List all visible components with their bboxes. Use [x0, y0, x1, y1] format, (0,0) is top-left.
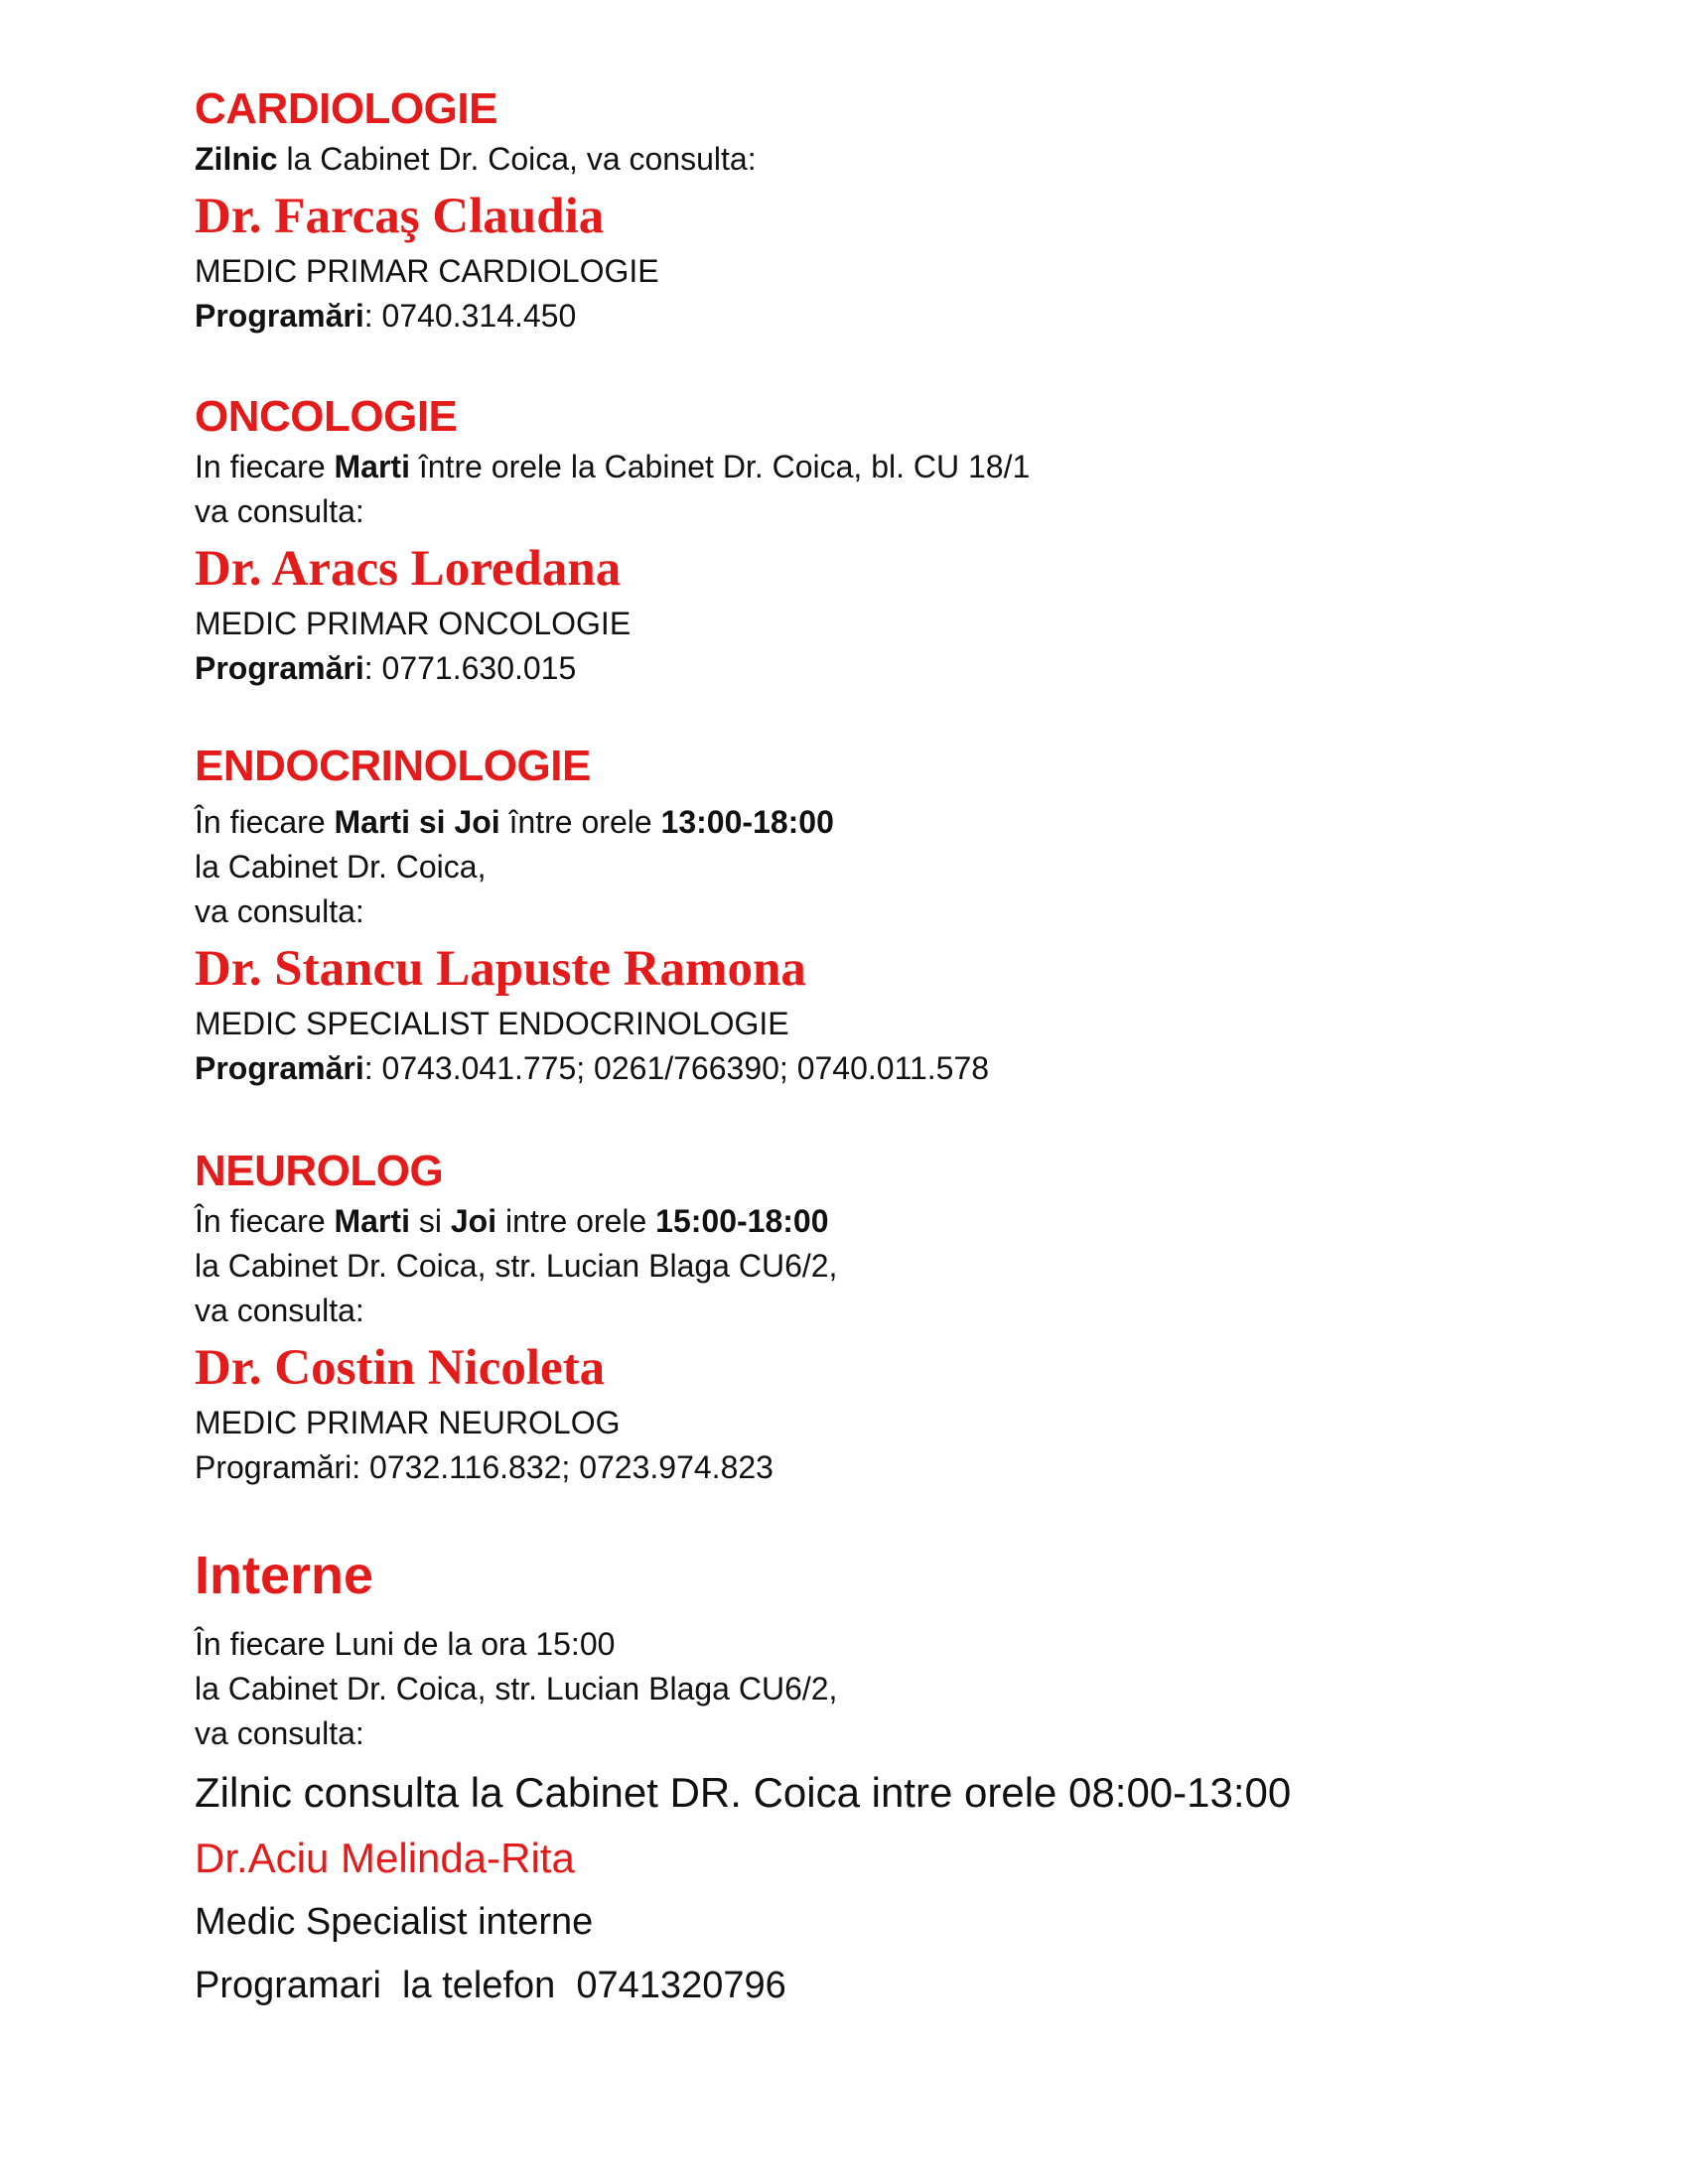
schedule-bold: Marti: [334, 449, 410, 484]
schedule-line-2: va consulta:: [195, 493, 364, 529]
section-neurolog: [195, 1144, 837, 1490]
appointments-phone: : 0771.630.015: [363, 650, 577, 686]
schedule-line-3: va consulta:: [195, 893, 364, 929]
schedule-text: În fiecare: [195, 804, 335, 840]
doctor-name: Dr. Aracs Loredana: [195, 541, 622, 597]
doctor-name: Dr. Farcaş Claudia: [195, 189, 605, 244]
schedule-text: si: [409, 1203, 451, 1239]
schedule-line: În fiecare Luni de la ora 15:00: [195, 1626, 616, 1662]
section-cardiologie: [195, 81, 757, 339]
appointments-label: Programări: [195, 650, 364, 686]
schedule-hours: 13:00-18:00: [660, 804, 834, 840]
schedule-line: [195, 137, 757, 182]
doctor-name: Dr. Costin Nicoleta: [195, 1340, 606, 1396]
section-heading: Interne: [195, 1546, 374, 1605]
appointments-line: Programari la telefon 0741320796: [195, 1965, 786, 2006]
schedule-bold: Zilnic: [195, 141, 278, 177]
doctor-title: MEDIC SPECIALIST ENDOCRINOLOGIE: [195, 1006, 789, 1041]
section-interne: [195, 1541, 1291, 2016]
appointments-label: Programări: [195, 298, 364, 334]
schedule-line: [195, 1199, 837, 1244]
section-heading: ONCOLOGIE: [195, 392, 458, 441]
appointments-line: Programări: 0732.116.832; 0723.974.823: [195, 1449, 774, 1485]
doctor-title: MEDIC PRIMAR ONCOLOGIE: [195, 606, 632, 641]
schedule-bold: Marti: [334, 1203, 410, 1239]
appointments-phone: : 0740.314.450: [363, 298, 577, 334]
schedule-text: între orele la Cabinet Dr. Coica, bl. CU 18/1: [409, 449, 1031, 484]
schedule-text: intre orele: [496, 1203, 656, 1239]
daily-schedule-line: Zilnic consulta la Cabinet DR. Coica intre orele 08:00-13:00: [195, 1769, 1292, 1816]
appointments-line: [195, 1046, 989, 1091]
doctor-title: MEDIC PRIMAR CARDIOLOGIE: [195, 253, 659, 289]
schedule-text: la Cabinet Dr. Coica, va consulta:: [277, 141, 757, 177]
schedule-hours: 15:00-18:00: [655, 1203, 829, 1239]
schedule-line: [195, 445, 1030, 489]
schedule-bold: Marti si Joi: [334, 804, 500, 840]
appointments-line: [195, 646, 1030, 691]
section-oncologie: [195, 389, 1030, 691]
schedule-line: [195, 800, 989, 845]
schedule-line-3: va consulta:: [195, 1715, 364, 1751]
schedule-line-2: la Cabinet Dr. Coica, str. Lucian Blaga CU6/2,: [195, 1671, 838, 1706]
appointments-label: Programări: [195, 1050, 364, 1086]
schedule-line-2: la Cabinet Dr. Coica,: [195, 849, 487, 885]
appointments-phone: : 0743.041.775; 0261/766390; 0740.011.578: [363, 1050, 990, 1086]
doctor-name: Dr.Aciu Melinda-Rita: [195, 1835, 575, 1881]
appointments-line: [195, 294, 757, 339]
doctor-title: Medic Specialist interne: [195, 1901, 594, 1943]
schedule-line-2: la Cabinet Dr. Coica, str. Lucian Blaga CU6/2,: [195, 1248, 838, 1284]
schedule-text: În fiecare: [195, 1203, 335, 1239]
section-heading: ENDOCRINOLOGIE: [195, 742, 591, 790]
schedule-text: In fiecare: [195, 449, 335, 484]
section-heading: NEUROLOG: [195, 1147, 444, 1195]
doctor-title: MEDIC PRIMAR NEUROLOG: [195, 1405, 621, 1440]
doctor-name: Dr. Stancu Lapuste Ramona: [195, 941, 806, 997]
schedule-bold: Joi: [450, 1203, 497, 1239]
schedule-line-3: va consulta:: [195, 1293, 364, 1328]
section-heading: CARDIOLOGIE: [195, 84, 497, 133]
schedule-text: între orele: [499, 804, 661, 840]
section-endocrinologie: [195, 739, 989, 1091]
